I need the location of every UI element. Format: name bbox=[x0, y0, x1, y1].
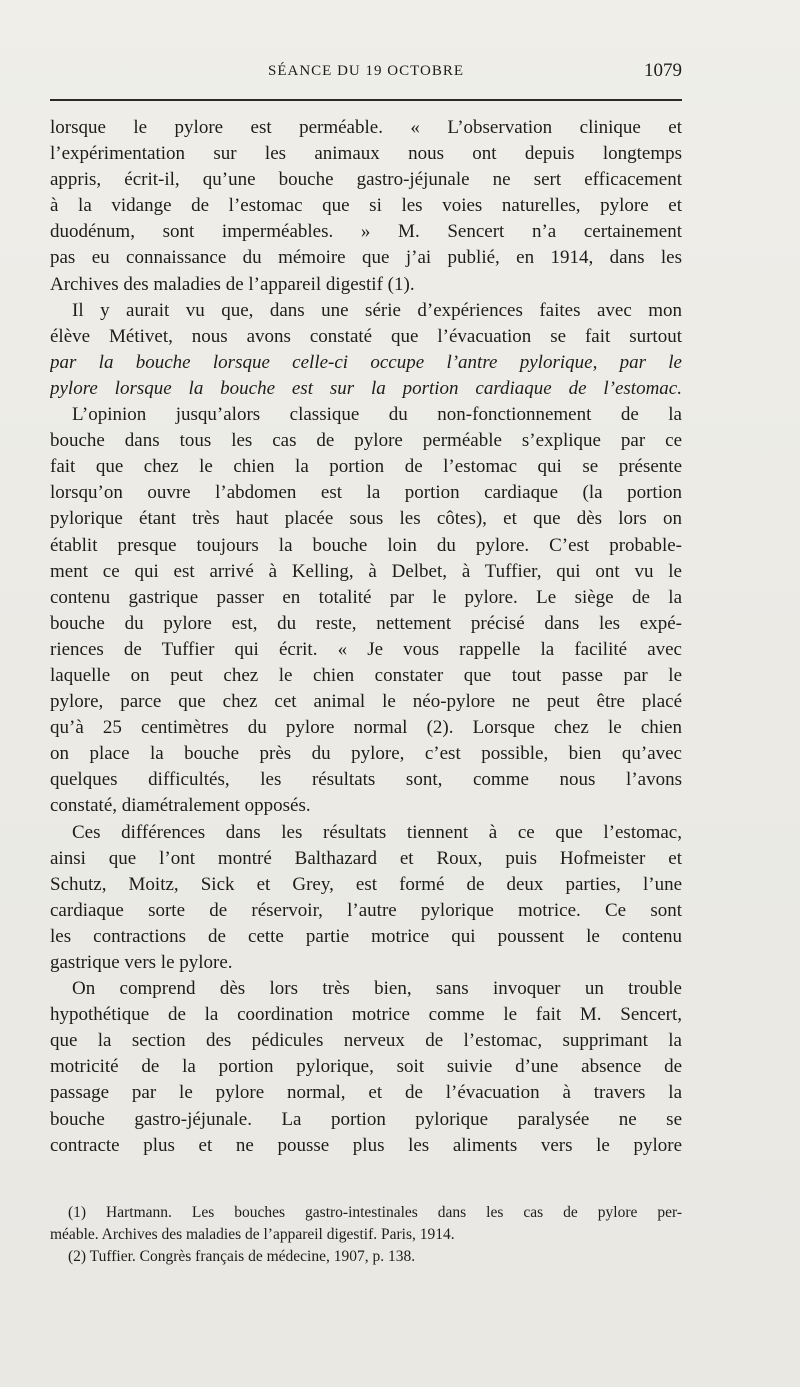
text-line: hypothétique de la coordination motrice comme le fait M. Sencert, bbox=[50, 1004, 682, 1026]
page-number: 1079 bbox=[644, 60, 682, 81]
text-line: riences de Tuffier qui écrit. « Je vous rappelle la facilité avec bbox=[50, 638, 682, 660]
text-line: contracte plus et ne pousse plus les aliments vers le pylore bbox=[50, 1134, 682, 1156]
text-line: pas eu connaissance du mémoire que j’ai publié, en 1914, dans les bbox=[50, 247, 682, 269]
text-line: laquelle on peut chez le chien constater que tout passe par le bbox=[50, 664, 682, 686]
text-line: lorsqu’on ouvre l’abdomen est la portion cardiaque (la portion bbox=[50, 482, 682, 504]
text-line: qu’à 25 centimètres du pylore normal (2). Lorsque chez le chien bbox=[50, 717, 682, 739]
text-line: que la section des pédicules nerveux de l’estomac, supprimant la bbox=[50, 1030, 682, 1052]
text-line: appris, écrit-il, qu’une bouche gastro-jéjunale ne sert efficacement bbox=[50, 169, 682, 191]
footnotes bbox=[50, 1202, 682, 1268]
body-text bbox=[50, 115, 682, 1159]
text-line: pylorique étant très haut placée sous les côtes), et que dès lors on bbox=[50, 508, 682, 530]
text-line: par la bouche lorsque celle-ci occupe l’antre pylorique, par le bbox=[50, 351, 682, 373]
text-line: élève Métivet, nous avons constaté que l’évacuation se fait surtout bbox=[50, 325, 682, 347]
text-line: ment ce qui est arrivé à Kelling, à Delbet, à Tuffier, qui ont vu le bbox=[50, 560, 682, 582]
text-line: pylore lorsque la bouche est sur la portion cardiaque de l’estomac. bbox=[50, 377, 682, 399]
footnote-line: (1) Hartmann. Les bouches gastro-intestinales dans les cas de pylore per- bbox=[68, 1204, 682, 1221]
footnote-line: méable. Archives des maladies de l’appareil digestif. Paris, 1914. bbox=[50, 1226, 455, 1243]
running-head: SÉANCE DU 19 OCTOBRE bbox=[268, 63, 464, 79]
text-line: cardiaque sorte de réservoir, l’autre pylorique motrice. Ce sont bbox=[50, 899, 682, 921]
text-line: l’expérimentation sur les animaux nous ont depuis longtemps bbox=[50, 143, 682, 165]
text-line: lorsque le pylore est perméable. « L’observation clinique et bbox=[50, 117, 682, 138]
text-line: Archives des maladies de l’appareil digestif (1). bbox=[50, 273, 415, 295]
text-line: bouche du pylore est, du reste, nettement précisé dans les expé- bbox=[50, 612, 682, 634]
text-line: passage par le pylore normal, et de l’évacuation à travers la bbox=[50, 1082, 682, 1104]
text-line: Il y aurait vu que, dans une série d’expériences faites avec mon bbox=[72, 299, 682, 321]
text-line: constaté, diamétralement opposés. bbox=[50, 795, 311, 817]
text-line: à la vidange de l’estomac que si les voies naturelles, pylore et bbox=[50, 195, 682, 217]
text-line: motricité de la portion pylorique, soit suivie d’une absence de bbox=[50, 1056, 682, 1078]
footnote-line: (2) Tuffier. Congrès français de médecine, 1907, p. 138. bbox=[68, 1248, 416, 1265]
text-line: Schutz, Moitz, Sick et Grey, est formé de deux parties, l’une bbox=[50, 873, 682, 895]
text-line: bouche gastro-jéjunale. La portion pylorique paralysée ne se bbox=[50, 1108, 682, 1130]
page-header bbox=[50, 60, 682, 86]
text-line: gastrique vers le pylore. bbox=[50, 952, 233, 973]
header-rule bbox=[50, 99, 682, 101]
text-line: contenu gastrique passer en totalité par le pylore. Le siège de la bbox=[50, 586, 682, 608]
text-line: On comprend dès lors très bien, sans invoquer un trouble bbox=[72, 978, 682, 1000]
text-line: établit presque toujours la bouche loin du pylore. C’est probable- bbox=[50, 534, 682, 556]
text-line: fait que chez le chien la portion de l’estomac qui se présente bbox=[50, 456, 682, 478]
text-line: duodénum, sont imperméables. » M. Sencert n’a certainement bbox=[50, 221, 682, 243]
text-line: les contractions de cette partie motrice qui poussent le contenu bbox=[50, 925, 682, 947]
text-line: pylore, parce que chez cet animal le néo-pylore ne peut être placé bbox=[50, 691, 682, 713]
text-line: quelques difficultés, les résultats sont, comme nous l’avons bbox=[50, 769, 682, 791]
text-line: ainsi que l’ont montré Balthazard et Roux, puis Hofmeister et bbox=[50, 847, 682, 869]
text-line: on place la bouche près du pylore, c’est possible, bien qu’avec bbox=[50, 743, 682, 765]
text-line: bouche dans tous les cas de pylore perméable s’explique par ce bbox=[50, 430, 682, 452]
text-line: L’opinion jusqu’alors classique du non-fonctionnement de la bbox=[72, 404, 682, 426]
text-line: Ces différences dans les résultats tiennent à ce que l’estomac, bbox=[72, 821, 682, 843]
